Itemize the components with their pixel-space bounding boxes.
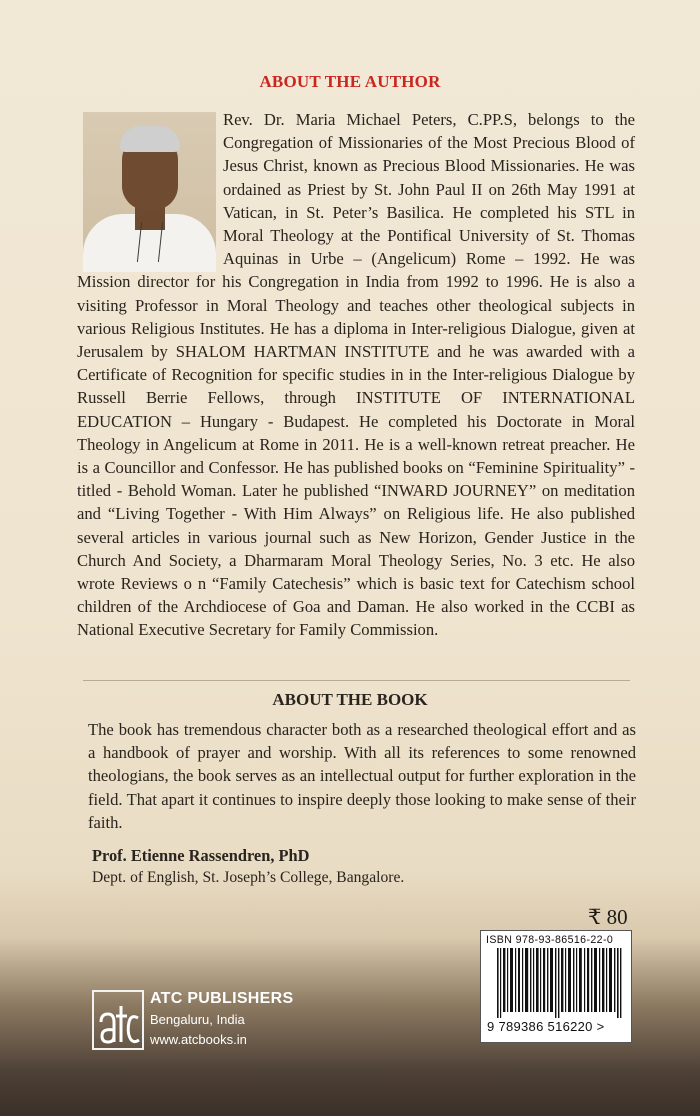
price-label: ₹ 80 (588, 905, 628, 929)
about-book-heading: ABOUT THE BOOK (272, 690, 428, 709)
isbn-barcode-box (480, 930, 632, 1043)
reviewer-dept: Dept. of English, St. Joseph’s College, Bangalore. (92, 869, 405, 886)
reviewer-name: Prof. Etienne Rassendren, PhD (92, 846, 310, 865)
isbn-label: ISBN 978-93-86516-22-0 (486, 934, 614, 946)
author-bio: Rev. Dr. Maria Michael Peters, C.PP.S, belongs to the Congregation of Missionaries of the Most Precious Blood of Jesus Christ, known as Precious Blood Missionaries. He was ordained as Priest by St. John Paul II on 26th May 1991 at Vatican, in St. Peter’s Basilica. He completed his STL in Moral Theology at the Pontifical University of St. Thomas Aquinas in Urbe – (Angelicum) Rome – 1992. He was Mission director for his Congregation in India from 1992 to 1996. He is also a visiting Professor in Moral Theology and teaches other theological subjects in various Religious Institutes. He has a diploma in Inter-religious Dialogue, given at Jerusalem by SHALOM HARTMAN INSTITUTE and he was awarded with a Certificate of Recognition for specific studies in in the Inter-religious Dialogue by Russell Berrie Fellows, through INSTITUTE OF INTERNATIONAL EDUCATION – Hungary - Budapest. He completed his Doctorate in Moral Theology in Angelicum at Rome in 2011. He is a well-known retreat preacher. He is a Councillor and Confessor. He has published books on “Feminine Spirituality” - titled - Behold Woman. Later he published “INWARD JOURNEY” on meditation and “Living Together - With Him Always” on Religious life. He also published several articles in various journal such as New Horizon, Gender Justice in the Church And Society, a Dharmaram Moral Theology Series, No. 3 etc. He also wrote Reviews o n “Family Catechesis” which is basic text for Catechism school children of the Archdiocese of Goa and Daman. He also worked in the CCBI as National Executive Secretary for Family Commission. (77, 110, 635, 640)
author-bio-block (77, 108, 635, 642)
atc-logo-icon (94, 992, 142, 1048)
publisher-website[interactable]: www.atcbooks.in (150, 1032, 247, 1047)
publisher-name: ATC PUBLISHERS (150, 990, 294, 1007)
publisher-logo (92, 990, 144, 1050)
barcode-digits: 9 789386 516220 > (487, 1019, 605, 1034)
section-divider (83, 680, 630, 681)
about-author-heading: ABOUT THE AUTHOR (259, 72, 441, 91)
about-book-text: The book has tremendous character both as a researched theological effort and as a handbook of prayer and worship. With all its references to some renowned theologians, the book serves as an intellectual output for further exploration in the field. That apart it continues to inspire deeply those looking to make sense of their faith. (88, 720, 636, 832)
barcode-icon (497, 948, 623, 1018)
publisher-city: Bengaluru, India (150, 1012, 245, 1027)
